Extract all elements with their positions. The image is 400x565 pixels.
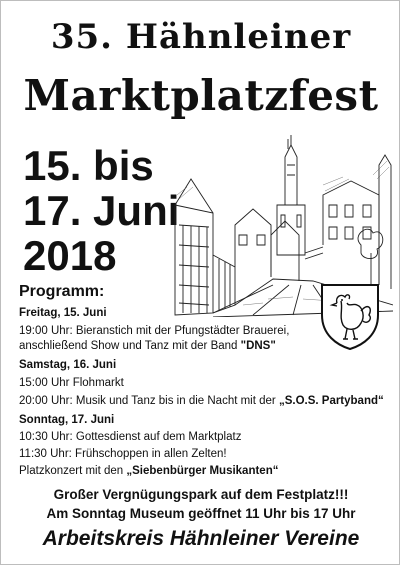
saturday-line-1: 15:00 Uhr Flohmarkt xyxy=(19,377,124,389)
sunday-line-2: 11:30 Uhr: Frühschoppen in allen Zelten! xyxy=(19,448,227,460)
dates-line-1: 15. bis xyxy=(23,142,154,189)
museum-hours-notice: Am Sonntag Museum geöffnet 11 Uhr bis 17 Uhr xyxy=(46,506,356,521)
title-line-2: Marktplatzfest xyxy=(23,71,379,120)
sunday-heading: Sonntag, 17. Juni xyxy=(19,414,115,426)
band-siebenbuerger-musikanten: „Siebenbürger Musikanten“ xyxy=(126,465,279,477)
saturday-heading: Samstag, 16. Juni xyxy=(19,359,117,371)
organizer-name: Arbeitskreis Hähnleiner Vereine xyxy=(42,527,360,550)
saturday-line-2-text: 20:00 Uhr: Musik und Tanz bis in die Nacht mit der xyxy=(19,395,279,407)
event-dates xyxy=(23,143,179,278)
friday-line-2 xyxy=(19,340,276,352)
sunday-line-1: 10:30 Uhr: Gottesdienst auf dem Marktplatz xyxy=(19,431,242,443)
friday-line-1: 19:00 Uhr: Bieranstich mit der Pfungstädter Brauerei, xyxy=(19,325,290,337)
rooster-coat-of-arms-icon xyxy=(319,281,381,351)
sunday-line-3 xyxy=(19,465,278,477)
friday-heading: Freitag, 15. Juni xyxy=(19,307,107,319)
friday-line-2-text: anschließend Show und Tanz mit der Band xyxy=(19,340,241,352)
program-heading: Programm: xyxy=(19,283,105,300)
band-sos-partyband: „S.O.S. Partyband“ xyxy=(278,395,384,407)
amusement-park-notice: Großer Vergnügungspark auf dem Festplatz!!! xyxy=(53,487,349,502)
band-dns: "DNS" xyxy=(240,340,276,352)
saturday-line-2 xyxy=(19,395,384,407)
sunday-line-3-text: Platzkonzert mit den xyxy=(19,465,127,477)
dates-line-3: 2018 xyxy=(23,232,117,279)
dates-line-2: 17. Juni xyxy=(23,187,180,234)
title-line-1: 35. Hähnleiner xyxy=(50,17,352,57)
